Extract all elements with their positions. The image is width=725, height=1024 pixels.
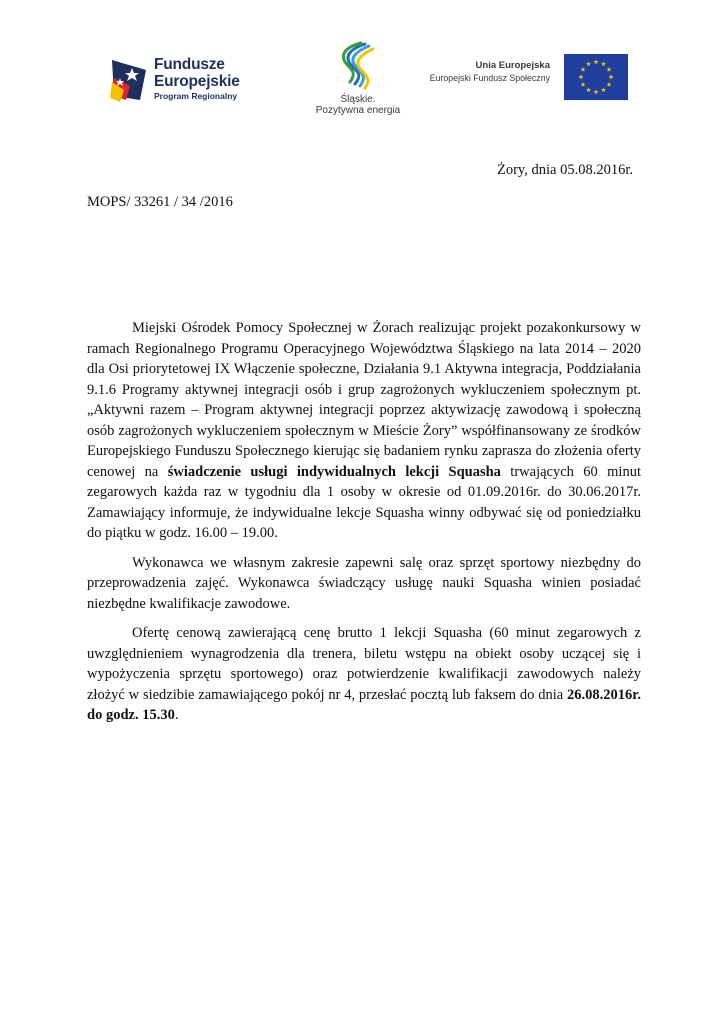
paragraph-3-text: Ofertę cenową zawierającą cenę brutto 1 lekcji Squasha (60 minut zegarowych z uwzględnieniem wynagrodzenia dla trenera, biletu wstępu na obiekt osoby uczącej się i wypożyczenia sprzętu sportowego) oraz potwierdzenie kwalifikacji zawodowych należy złożyć w siedzibie zamawiającego pokój nr 4, przesłać pocztą lub faksem do dnia bbox=[87, 625, 641, 703]
fe-line-program: Program Regionalny bbox=[154, 91, 238, 101]
fundusze-europejskie-wordmark bbox=[154, 56, 240, 102]
sl-line-slaskie: Śląskie. bbox=[340, 94, 376, 105]
paragraph-3 bbox=[87, 623, 641, 726]
fundusze-europejskie-emblem-icon bbox=[110, 56, 150, 104]
paragraph-1-intro: Miejski Ośrodek Pomocy Społecznej w Żorach realizując projekt pozakonkursowy w ramach Regionalnego Programu Operacyjnego Województwa Śląskiego na lata 2014 – 2020 dla Osi priorytetowej IX Włączenie społeczne, Działania 9.1 Aktywna integracja, Poddziałania 9.1.6 Programy aktywnej integracji osób i grup zagrożonych wykluczeniem społecznym pt. „Aktywni razem – Program aktywnej integracji poprzez aktywizację zawodową i społeczną osób zagrożonych wykluczeniem społecznym w Mieście Żory” współfinansowany ze środków Europejskiego Funduszu Społecznego kierując się badaniem rynku zaprasza do złożenia oferty cenowej na bbox=[87, 320, 641, 480]
letter-date: Żory, dnia 05.08.2016r. bbox=[497, 162, 633, 178]
paragraph-3-deadline-bold: 26.08.2016r. do godz. 15.30 bbox=[87, 686, 641, 723]
fe-line-fundusze: Fundusze bbox=[154, 56, 225, 73]
ue-line-efs: Europejski Fundusz Społeczny bbox=[429, 73, 550, 83]
letter-reference-number: MOPS/ 33261 / 34 /2016 bbox=[87, 194, 233, 210]
ue-wordmark bbox=[430, 59, 550, 84]
unia-europejska-logo bbox=[428, 54, 628, 104]
ue-line-unia: Unia Europejska bbox=[475, 60, 550, 71]
slaskie-wordmark bbox=[308, 94, 408, 116]
fe-line-europejskie: Europejskie bbox=[154, 73, 240, 90]
eu-flag-icon bbox=[564, 54, 628, 100]
paragraph-3-end: . bbox=[174, 707, 179, 723]
paragraph-1 bbox=[87, 318, 641, 544]
paragraph-1-service-bold: świadczenie usługi indywidualnych lekcji Squasha bbox=[167, 463, 501, 480]
slaskie-ribbon-icon bbox=[335, 40, 381, 92]
sl-line-pozytywna: Pozytywna energia bbox=[315, 105, 401, 116]
paragraph-2: Wykonawca we własnym zakresie zapewni salę oraz sprzęt sportowy niezbędny do przeprowadzenia zajęć. Wykonawca świadczący usługę nauki Squasha winien posiadać niezbędne kwalifikacje zawodowe. bbox=[87, 554, 641, 612]
fundusze-europejskie-logo bbox=[110, 52, 250, 112]
paragraph-1-rest: trwających 60 minut zegarowych każda raz w tygodniu dla 1 osoby w okresie od 01.09.2016r. do 30.06.2017r. Zamawiający informuje, że indywidualne lekcje Squasha winny odbywać się od poniedziałku do piątku w godz. 16.00 – 19.00. bbox=[87, 463, 641, 541]
letter-body bbox=[87, 318, 641, 735]
logo-bar bbox=[0, 38, 725, 123]
slaskie-logo bbox=[308, 40, 408, 120]
